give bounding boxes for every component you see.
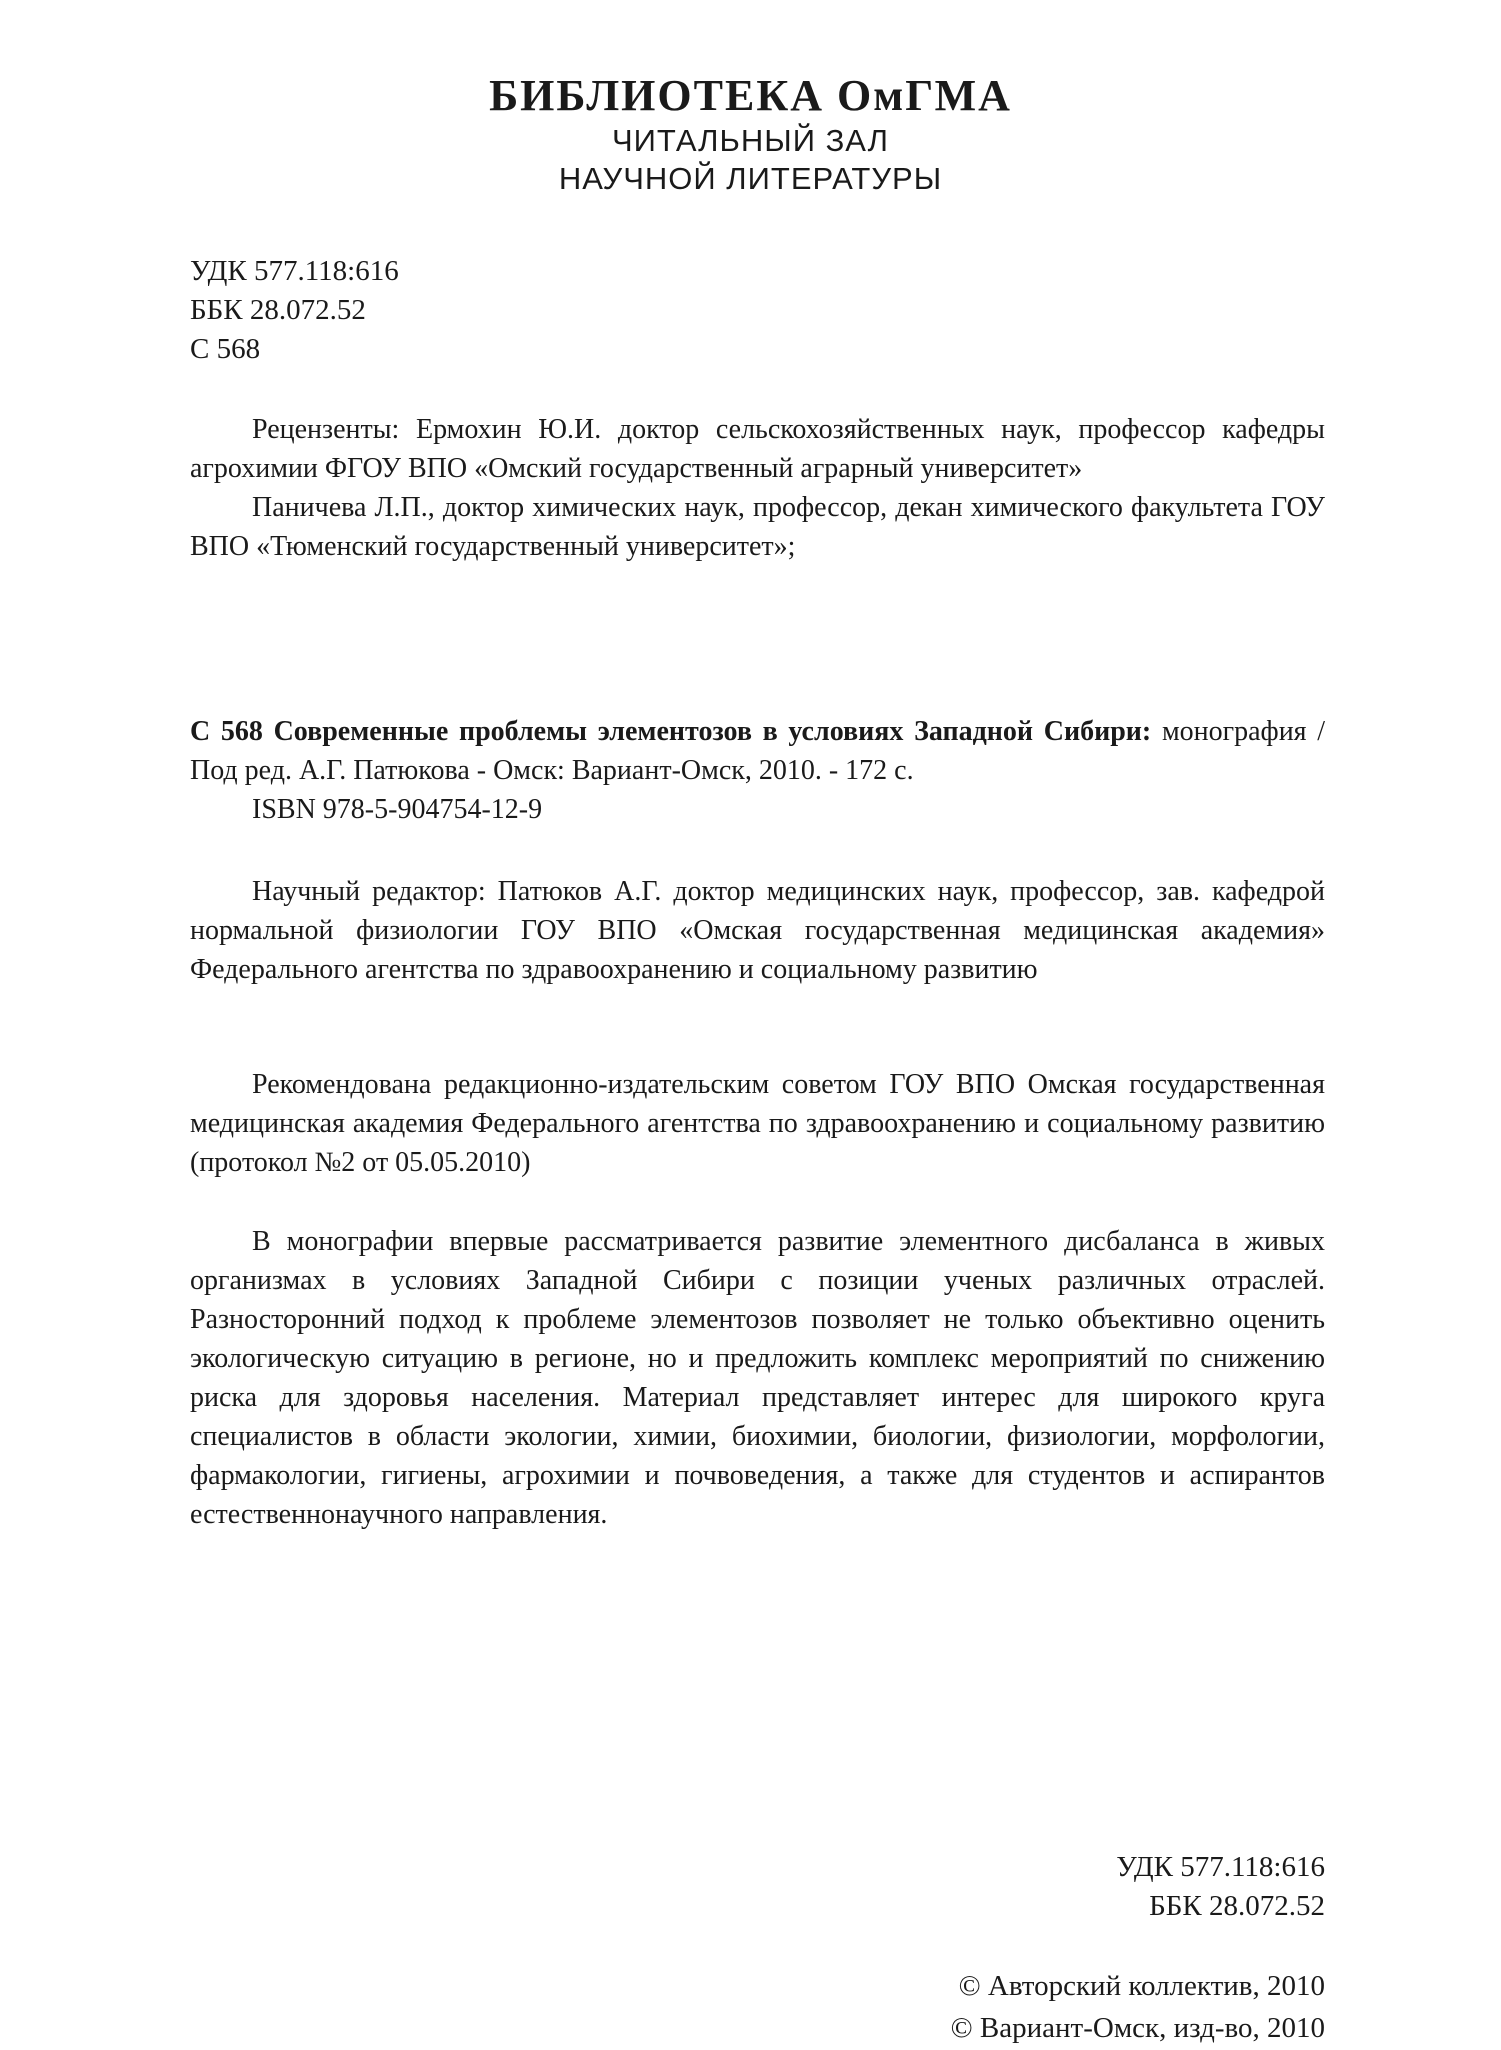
library-stamp-title: БИБЛИОТЕКА ОмГМА (489, 71, 1012, 120)
book-imprint: монография / Под ред. А.Г. Патюкова - Омск: Вариант-Омск, 2010. - 172 с. (190, 716, 1326, 786)
library-stamp-line1: ЧИТАЛЬНЫЙ ЗАЛ (611, 123, 890, 158)
recommendation-section (190, 1065, 1325, 1182)
book-title: С 568 Современные проблемы элементозов в условиях Западной Сибири: (190, 716, 1152, 747)
abstract-text: В монографии впервые рассматривается развитие элементного дисбаланса в живых организмах в условиях Западной Сибири с позиции ученых различных отраслей. Разносторонний подход к проблеме элементозов позволяет не только объективно оценить экологическую ситуацию в регионе, но и предложить комплекс мероприятий по снижению риска для здоровья населения. Материал представляет интерес для широкого круга специалистов в области экологии, химии, биохимии, биологии, физиологии, морфологии, фармакологии, гигиены, агрохимии и почвоведения, а также для студентов и аспирантов естественнонаучного направления. (190, 1226, 1325, 1530)
bbk-code-bottom: ББК 28.072.52 (1149, 1890, 1325, 1922)
reviewer-2: Паничева Л.П., доктор химических наук, профессор, декан химического факультета ГОУ ВПО «Тюменский государственный университет»; (190, 492, 1325, 562)
library-stamp (0, 70, 1501, 198)
recommendation-text: Рекомендована редакционно-издательским советом ГОУ ВПО Омская государственная медицинская академия Федерального агентства по здравоохранению и социальному развитию (протокол №2 от 05.05.2010) (190, 1069, 1325, 1178)
bbk-code: ББК 28.072.52 (190, 294, 366, 326)
bibliographic-record (190, 712, 1325, 829)
udk-code: УДК 577.118:616 (190, 255, 399, 287)
copyright-authors: © Авторский коллектив, 2010 (958, 1970, 1325, 2002)
scientific-editor: Научный редактор: Патюков А.Г. доктор медицинских наук, профессор, зав. кафедрой нормальной физиологии ГОУ ВПО «Омская государственная медицинская академия» Федерального агентства по здравоохранению и социальному развитию (190, 876, 1325, 985)
isbn: ISBN 978-5-904754-12-9 (252, 794, 543, 825)
copyright-publisher: © Вариант-Омск, изд-во, 2010 (950, 2012, 1325, 2044)
abstract-section (190, 1222, 1325, 1534)
udk-code-bottom: УДК 577.118:616 (1116, 1851, 1325, 1883)
editor-section (190, 872, 1325, 989)
reviewer-1: Рецензенты: Ермохин Ю.И. доктор сельскохозяйственных наук, профессор кафедры агрохимии ФГОУ ВПО «Омский государственный аграрный университет» (190, 414, 1325, 484)
author-mark: С 568 (190, 333, 261, 365)
classification-codes-bottom (1116, 1848, 1325, 1926)
copyright-block (951, 1965, 1325, 2049)
classification-codes (190, 252, 399, 369)
bibliographic-entry (190, 712, 1325, 790)
reviewers-section (190, 410, 1325, 566)
library-stamp-line2: НАУЧНОЙ ЛИТЕРАТУРЫ (558, 161, 943, 196)
